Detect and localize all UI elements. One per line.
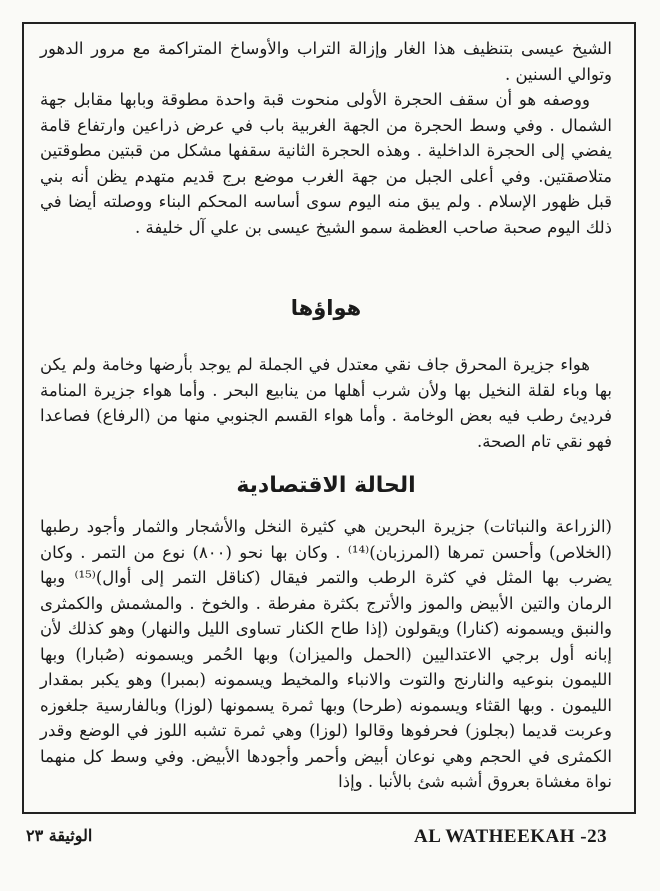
section-economy-text [40,514,612,795]
paragraph: (الزراعة والنباتات) جزيرة البحرين هي كثيرة النخل والأشجار والثمار وأجود رطبها (الخلاص) وأحسن تمرها (المرزبان)⁽¹⁴⁾ . وكان بها نحو (٨٠٠) نوع من التمر . وكان يضرب بها المثل في كثرة الرطب والتمر فيقال (كناقل التمر إلى أوال)⁽¹⁵⁾ وبها الرمان والتين الأبيض والموز والأترج بكثرة مفرطة . والخوخ . والمشمش والكمثرى والنبق ويسمونه (كنارا) ويقولون (إذا طاح الكنار تساوى الليل والنهار) وهو كذلك لأن إبانه أول برجي الاعتداليين (الحمل والميزان) وبها الحُمر ويسمونه (صُبارا) وبها الليمون بنوعيه والنارنج والتوت والانباء والمخيط ويسمونه (بمبرا) وهو يكبر بمقدار الليمون . وبها القثاء ويسمونه (طرحا) وبها ثمرة يسمونها (لوزا) وبالفارسية جلغوزه وعربت قديما (بجلوز) فحرفوها وقالوا (لوزا) وهي ثمرة تشبه اللوز في الوضع وقدر الكمثرى في الحجم وهي نوعان أبيض وأحمر وأجودها الأبيض. وفي وسط كل منهما نواة مغشاة بعروق أشبه شئ بالأنبا . وإذا [40,517,612,791]
paragraph: هواء جزيرة المحرق جاف نقي معتدل في الجملة لم يوجد بأرضها وخامة ولم يكن بها وباء لقلة النخيل بها ولأن شرب أهلها من ينابيع البحر . وأما هواء جزيرة المنامة فرديئ رطب فيه بعض الوخامة . وأما هواء القسم الجنوبي منها من (الرفاع) فصاعدا فهو نقي تام الصحة. [40,355,612,451]
section-air-text [40,352,612,454]
section-heading-air: هواؤها [290,296,362,320]
paragraph: ووصفه هو أن سقف الحجرة الأولى منحوت قبة واحدة مطوقة وبابها مقابل جهة الشمال . وفي وسط الحجرة من الجهة الغربية باب في عرض ذراعين وارتفاع قامة يفضي إلى الحجرة الداخلية . وهذه الحجرة الثانية سقفها مشكل من قبتين مطوقتين متلاصقتين. وفي أعلى الجبل من جهة الغرب موضع برج قديم متهدم يظن أنه بني قبل ظهور الإسلام . ولم يبق منه اليوم سوى أساسه المحكم البناء ووصلته أيضا في ذلك اليوم صحبة صاحب العظمة سمو الشيخ عيسى بن علي آل خليفة . [40,90,612,237]
paragraph: الشيخ عيسى بتنظيف هذا الغار وإزالة التراب والأوساخ المتراكمة مع مرور الدهور وتوالي السنين . [40,39,612,84]
section-heading-economy: الحالة الاقتصادية [236,473,416,498]
footer-english-title: AL WATHEEKAH -23 [414,826,608,847]
section-intro-text [40,36,612,240]
footer-arabic-title: الوثيقة ٢٣ [26,826,93,845]
